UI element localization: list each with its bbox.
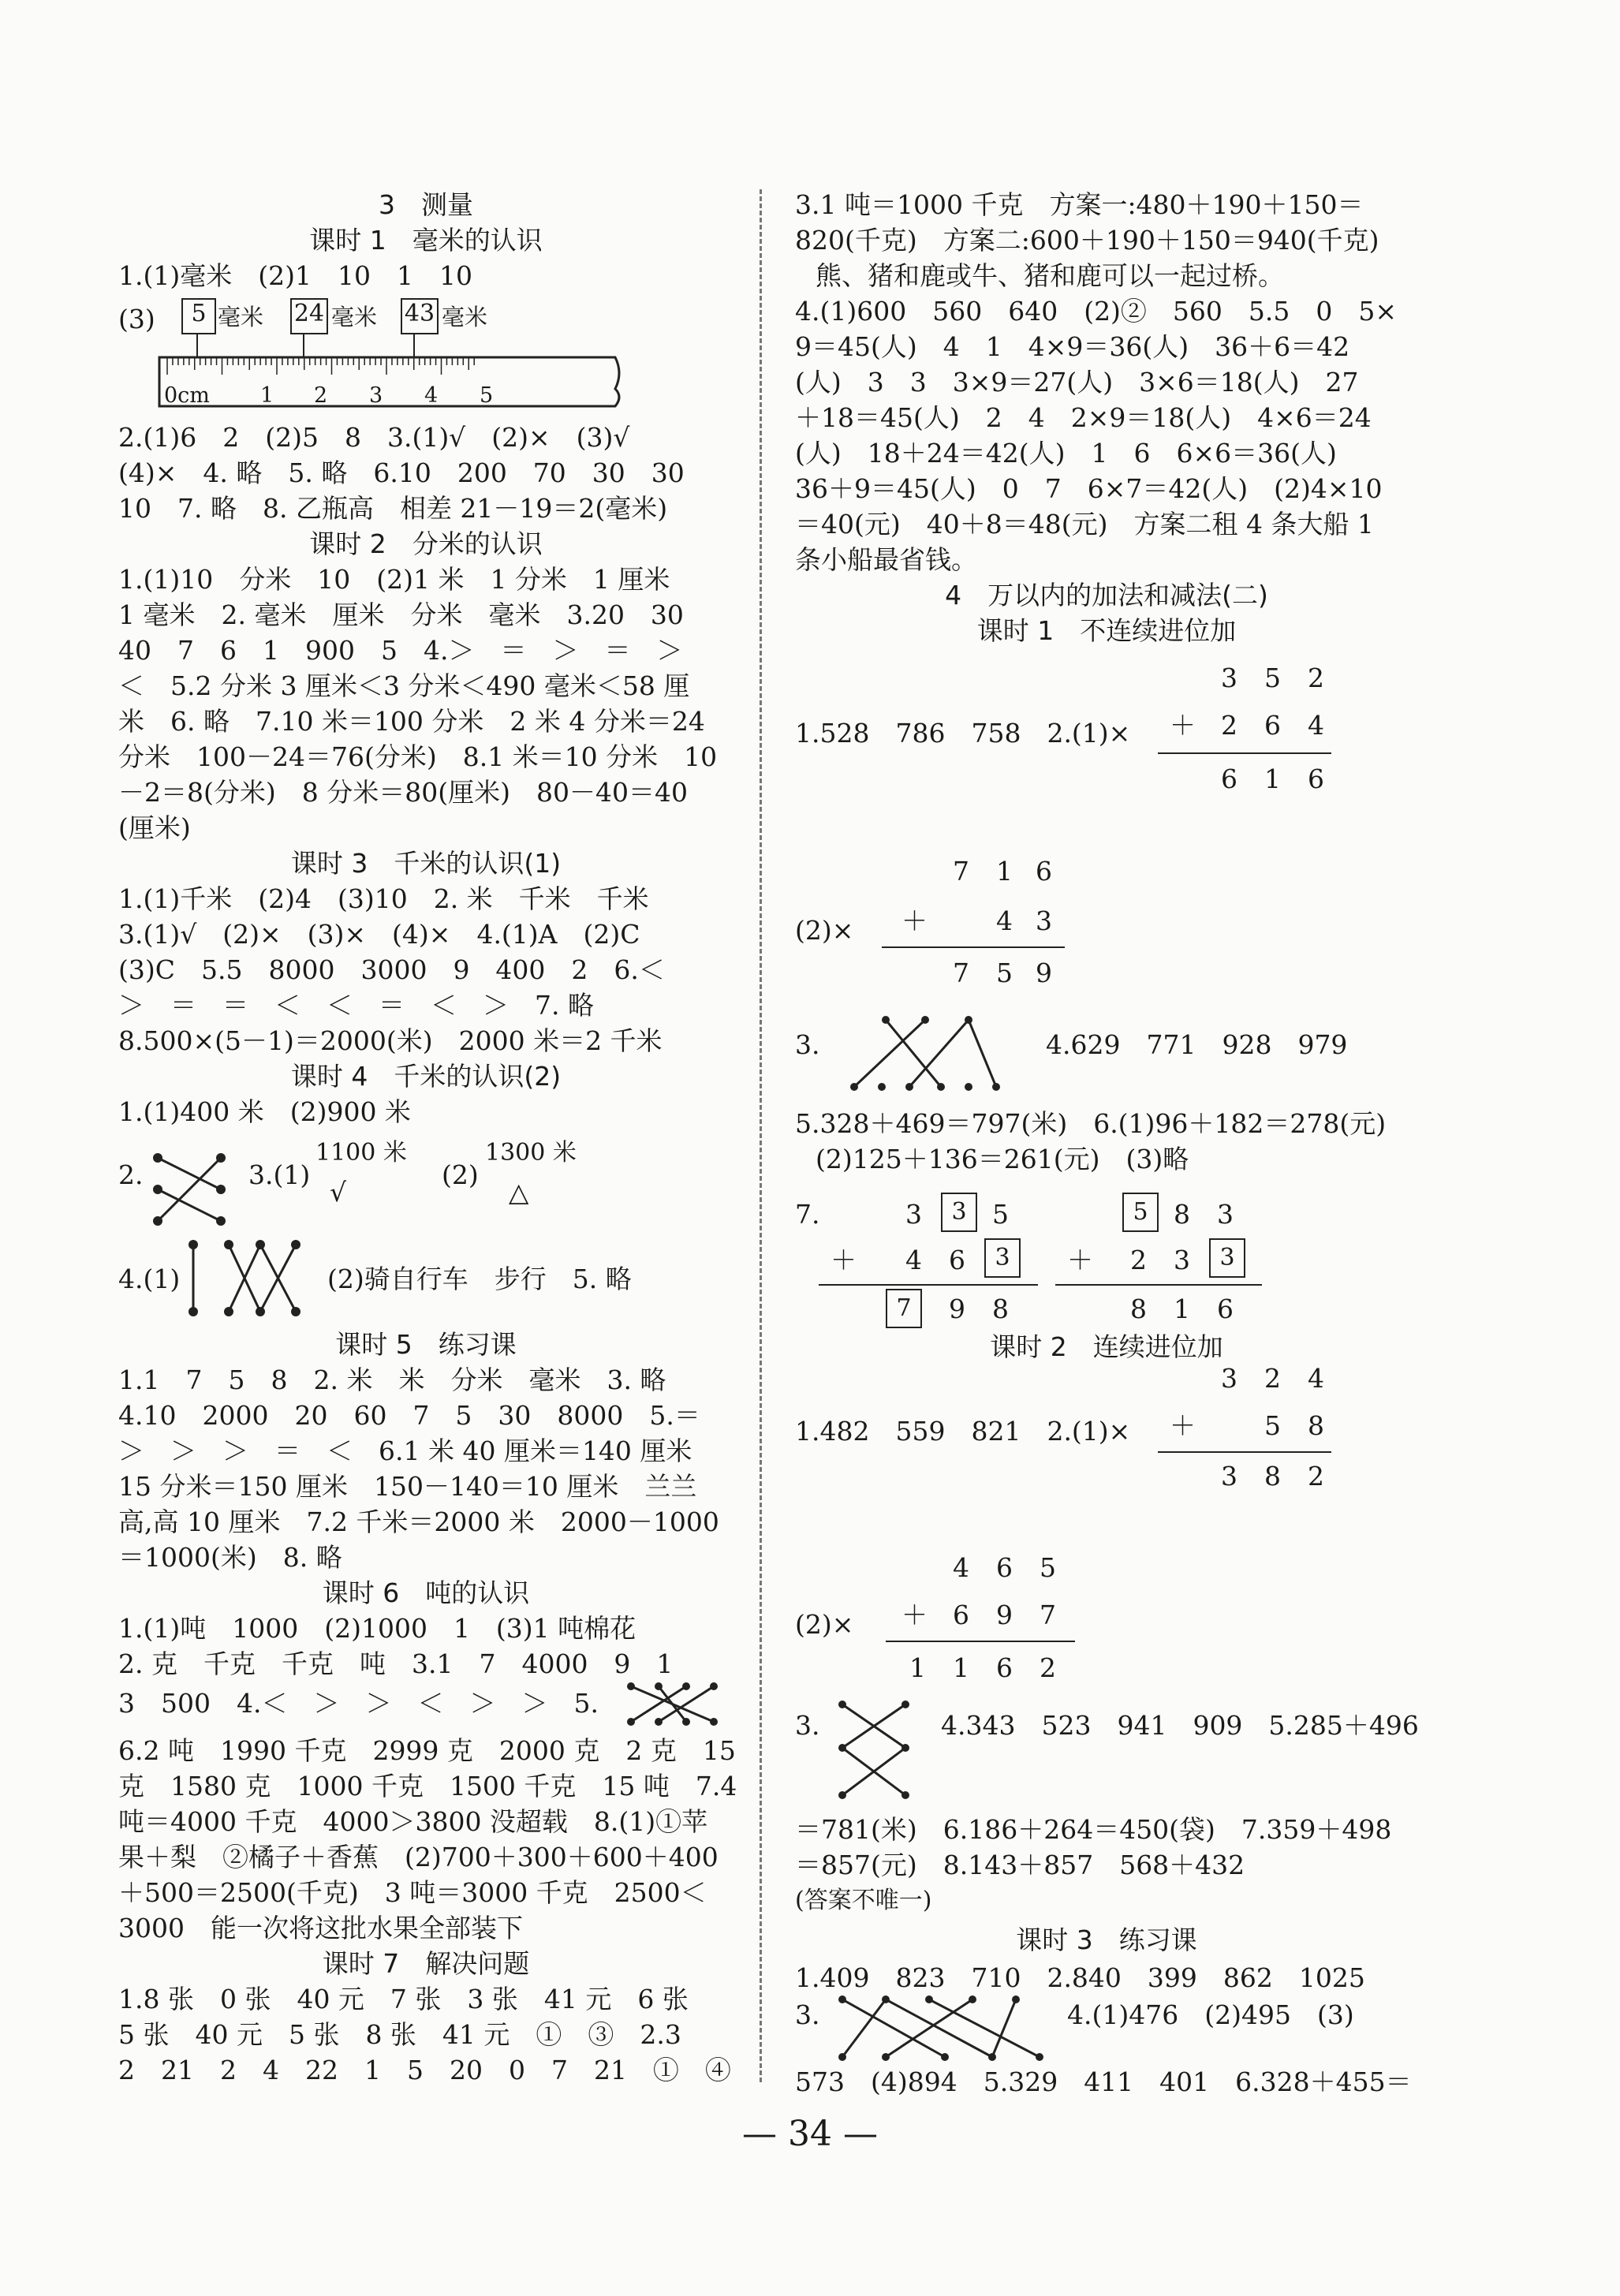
page-number: — 34 — bbox=[742, 2114, 878, 2154]
digit: 3 bbox=[905, 1199, 922, 1230]
sum-line bbox=[1158, 752, 1331, 754]
answer-line: 3.(1)√ (2)× (3)× (4)× 4.(1)A (2)C bbox=[118, 919, 640, 950]
digit: 1 bbox=[996, 856, 1013, 887]
answer-line: 米 6. 略 7.10 米＝100 分米 2 米 4 分米＝24 bbox=[118, 706, 705, 737]
answer-line: 1.(1)毫米 (2)1 10 1 10 bbox=[118, 260, 472, 291]
digit: 8 bbox=[992, 1294, 1009, 1324]
ruler-box-3: 43 bbox=[401, 298, 439, 334]
digit: 8 bbox=[1308, 1410, 1324, 1441]
digit: 5 bbox=[1264, 1410, 1281, 1441]
answer-line: 1.8 张 0 张 40 元 7 张 3 张 41 元 6 张 bbox=[118, 1984, 689, 2014]
answer-line: (4)× 4. 略 5. 略 6.10 200 70 30 30 bbox=[118, 457, 685, 488]
answer-line: 40 7 6 1 900 5 4.＞ ＝ ＞ ＝ ＞ bbox=[118, 635, 683, 666]
answer-line: 9＝45(人) 4 1 4×9＝36(人) 36＋6＝42 bbox=[795, 331, 1350, 362]
digit: 8 bbox=[1130, 1294, 1147, 1324]
answer-line: 果＋梨 ②橘子＋香蕉 (2)700＋300＋600＋400 bbox=[118, 1842, 719, 1872]
digit: 5 bbox=[992, 1199, 1009, 1230]
digit: 4 bbox=[1308, 1363, 1324, 1394]
answer-line: 6.2 吨 1990 千克 2999 克 2000 克 2 克 15 bbox=[118, 1735, 736, 1766]
answer-line: ＞ ＞ ＞ ＝ ＜ 6.1 米 40 厘米＝140 厘米 bbox=[118, 1435, 692, 1466]
lesson-7-title: 课时 7 解决问题 bbox=[322, 1948, 530, 1979]
digit: 2 bbox=[1264, 1363, 1281, 1394]
answer-line: 2. 克 千克 千克 吨 3.1 7 4000 9 1 bbox=[118, 1648, 674, 1679]
answer-line: (2)× bbox=[795, 915, 854, 946]
answer-line: 克 1580 克 1000 千克 1500 千克 15 吨 7.4 bbox=[118, 1771, 737, 1801]
digit: 2 bbox=[1130, 1245, 1147, 1275]
answer-line: ＝40(元) 40＋8＝48(元) 方案二租 4 条大船 1 bbox=[795, 509, 1374, 539]
digit: 9 bbox=[1036, 958, 1052, 988]
answer-line: 3000 能一次将这批水果全部装下 bbox=[118, 1913, 523, 1943]
triangle-mark: △ bbox=[509, 1177, 529, 1208]
lesson-3-title: 课时 3 千米的认识(1) bbox=[290, 848, 562, 879]
digit: 6 bbox=[996, 1652, 1013, 1683]
answer-line: 1.(1)吨 1000 (2)1000 1 (3)1 吨棉花 bbox=[118, 1613, 636, 1644]
lesson-5-title: 课时 5 练习课 bbox=[335, 1329, 517, 1360]
answer-line: 573 (4)894 5.329 411 401 6.328＋455＝ bbox=[795, 2066, 1412, 2097]
digit: 2 bbox=[1221, 710, 1237, 741]
answer-line: 4.(1)600 560 640 (2)② 560 5.5 0 5× bbox=[795, 296, 1398, 327]
lesson-1-title: 课时 1 毫米的认识 bbox=[309, 225, 543, 256]
digit: 4 bbox=[1308, 710, 1324, 741]
unit-3-title: 3 测量 bbox=[379, 189, 473, 220]
digit: 9 bbox=[996, 1600, 1013, 1630]
matching-lines-q5 bbox=[623, 1674, 726, 1738]
question-number: 2. bbox=[118, 1159, 144, 1190]
answer-line: 吨＝4000 千克 4000＞3800 没超载 8.(1)①苹 bbox=[118, 1806, 708, 1837]
question-number: 3. bbox=[795, 1710, 820, 1741]
answer-line: ＝857(元) 8.143＋857 568＋432 bbox=[795, 1850, 1245, 1880]
digit: 3 bbox=[1221, 663, 1237, 693]
answer-line: 1.(1)千米 (2)4 (3)10 2. 米 千米 千米 bbox=[118, 883, 649, 914]
question-number: 4.(1) bbox=[118, 1264, 181, 1294]
question-number: 3.(1) bbox=[248, 1159, 311, 1190]
question-number: 3. bbox=[795, 1029, 820, 1060]
sum-line bbox=[1158, 1451, 1331, 1453]
answer-line: ＋18＝45(人) 2 4 2×9＝18(人) 4×6＝24 bbox=[795, 402, 1372, 433]
check-mark: √ bbox=[330, 1177, 347, 1208]
answer-line: 1.482 559 821 2.(1)× bbox=[795, 1416, 1131, 1447]
digit: 6 bbox=[1221, 763, 1237, 794]
answer-line: (人) 3 3 3×9＝27(人) 3×6＝18(人) 27 bbox=[795, 367, 1359, 398]
digit: 2 bbox=[1308, 663, 1324, 693]
r-lesson-1-title: 课时 1 不连续进位加 bbox=[976, 615, 1237, 646]
answer-line: 条小船最省钱。 bbox=[795, 544, 977, 575]
answer-line: －2＝8(分米) 8 分米＝80(厘米) 80－40＝40 bbox=[118, 777, 688, 808]
ruler-box-2: 24 bbox=[290, 298, 328, 334]
answer-line: 高,高 10 厘米 7.2 千米＝2000 米 2000－1000 bbox=[118, 1506, 719, 1537]
matching-lines-l2-q3 bbox=[831, 1693, 917, 1819]
ruler-label: 1 bbox=[260, 383, 274, 408]
digit: 8 bbox=[1264, 1461, 1281, 1491]
digit: 6 bbox=[949, 1245, 965, 1275]
answer-line: 15 分米＝150 厘米 150－140＝10 厘米 兰兰 bbox=[118, 1471, 697, 1502]
answer-line: 4.(1)476 (2)495 (3) bbox=[1067, 1999, 1354, 2030]
answer-line: 4.629 771 928 979 bbox=[1046, 1029, 1348, 1060]
answer-note: (答案不唯一) bbox=[795, 1887, 932, 1914]
matching-lines-l3-q3 bbox=[827, 1990, 1055, 2065]
ruler-box-1: 5 bbox=[181, 298, 216, 334]
question-part: (2) bbox=[442, 1159, 479, 1190]
digit: 3 bbox=[1174, 1245, 1190, 1275]
digit: 3 bbox=[1221, 1461, 1237, 1491]
digit-box: 3 bbox=[941, 1193, 977, 1232]
column-divider bbox=[760, 189, 762, 2082]
answer-line: 5.328＋469＝797(米) 6.(1)96＋182＝278(元) bbox=[795, 1108, 1387, 1139]
answer-line: 1.409 823 710 2.840 399 862 1025 bbox=[795, 1962, 1365, 1993]
digit: 1 bbox=[1174, 1294, 1190, 1324]
digit: 4 bbox=[953, 1552, 969, 1583]
matching-lines-l1-q3 bbox=[838, 1008, 1020, 1095]
answer-value: 1100 米 bbox=[315, 1139, 407, 1167]
answer-line: 820(千克) 方案二:600＋190＋150＝940(千克) bbox=[795, 225, 1379, 256]
sum-line bbox=[882, 946, 1065, 948]
sum-line bbox=[819, 1284, 1038, 1286]
digit: 6 bbox=[1217, 1294, 1234, 1324]
plus-sign: ＋ bbox=[1170, 1410, 1196, 1441]
digit: 6 bbox=[1264, 710, 1281, 741]
answer-line: 2.(1)6 2 (2)5 8 3.(1)√ (2)× (3)√ bbox=[118, 422, 630, 453]
answer-line: (3) bbox=[118, 304, 155, 334]
digit: 3 bbox=[1217, 1199, 1234, 1230]
answer-line: (3)C 5.5 8000 3000 9 400 2 6.＜ bbox=[118, 954, 665, 985]
digit: 4 bbox=[996, 905, 1013, 936]
unit-4-title: 4 万以内的加法和减法(二) bbox=[945, 580, 1268, 610]
plus-sign: ＋ bbox=[901, 1600, 928, 1630]
digit: 5 bbox=[996, 958, 1013, 988]
answer-line: 分米 100－24＝76(分米) 8.1 米＝10 分米 10 bbox=[118, 741, 718, 772]
digit: 2 bbox=[1040, 1652, 1056, 1683]
digit: 1 bbox=[953, 1652, 969, 1683]
answer-line: ＜ 5.2 分米 3 厘米＜3 分米＜490 毫米＜58 厘 bbox=[118, 670, 690, 701]
sum-line bbox=[886, 1641, 1075, 1642]
answer-line: 10 7. 略 8. 乙瓶高 相差 21－19＝2(毫米) bbox=[118, 493, 668, 524]
digit: 6 bbox=[996, 1552, 1013, 1583]
digit: 2 bbox=[1308, 1461, 1324, 1491]
plus-sign: ＋ bbox=[831, 1245, 857, 1275]
answer-line: 4.10 2000 20 60 7 5 30 8000 5.＝ bbox=[118, 1400, 700, 1431]
matching-lines-q2 bbox=[150, 1142, 237, 1229]
digit: 7 bbox=[953, 958, 969, 988]
lesson-2-title: 课时 2 分米的认识 bbox=[309, 528, 543, 559]
ruler-label: 2 bbox=[314, 383, 328, 408]
digit: 6 bbox=[953, 1600, 969, 1630]
answer-line: (人) 18＋24＝42(人) 1 6 6×6＝36(人) bbox=[795, 438, 1337, 469]
ruler-label: 4 bbox=[424, 383, 439, 408]
answer-line: 熊、猪和鹿或牛、猪和鹿可以一起过桥。 bbox=[816, 260, 1284, 291]
digit: 3 bbox=[1036, 905, 1052, 936]
answer-line: 1.528 786 758 2.(1)× bbox=[795, 718, 1131, 749]
digit: 6 bbox=[1308, 763, 1324, 794]
answer-line: 5 张 40 元 5 张 8 张 41 元 ① ③ 2.3 bbox=[118, 2019, 681, 2050]
digit: 6 bbox=[1036, 856, 1052, 887]
ruler-unit-3: 毫米 bbox=[442, 304, 488, 330]
digit-box: 3 bbox=[1209, 1238, 1245, 1278]
ruler-unit-2: 毫米 bbox=[331, 304, 378, 330]
question-number: 3. bbox=[795, 1999, 820, 2030]
digit: 7 bbox=[1040, 1600, 1056, 1630]
answer-line: 1.1 7 5 8 2. 米 米 分米 毫米 3. 略 bbox=[118, 1365, 666, 1395]
digit: 5 bbox=[1264, 663, 1281, 693]
answer-line: ＝1000(米) 8. 略 bbox=[118, 1542, 342, 1573]
ruler-unit-1: 毫米 bbox=[218, 304, 264, 330]
answer-line: 36＋9＝45(人) 0 7 6×7＝42(人) (2)4×10 bbox=[795, 473, 1383, 504]
digit: 3 bbox=[1221, 1363, 1237, 1394]
digit: 8 bbox=[1174, 1199, 1190, 1230]
lesson-6-title: 课时 6 吨的认识 bbox=[322, 1577, 530, 1608]
answer-line: ＝781(米) 6.186＋264＝450(袋) 7.359＋498 bbox=[795, 1814, 1392, 1845]
lesson-4-title: 课时 4 千米的认识(2) bbox=[290, 1061, 562, 1092]
digit: 1 bbox=[909, 1652, 926, 1683]
question-number: 7. bbox=[795, 1199, 820, 1230]
answer-line: (2)× bbox=[795, 1609, 854, 1640]
digit-box: 5 bbox=[1122, 1193, 1159, 1232]
answer-line: 1.(1)10 分米 10 (2)1 米 1 分米 1 厘米 bbox=[118, 564, 670, 595]
digit: 7 bbox=[953, 856, 969, 887]
answer-line: 3.1 吨＝1000 千克 方案一:480＋190＋150＝ bbox=[795, 189, 1364, 220]
digit: 5 bbox=[1040, 1552, 1056, 1583]
answer-line: (2)125＋136＝261(元) (3)略 bbox=[816, 1144, 1189, 1174]
matching-lines-q4 bbox=[185, 1233, 319, 1320]
r-lesson-2-title: 课时 2 连续进位加 bbox=[990, 1331, 1223, 1362]
answer-line: (厘米) bbox=[118, 812, 191, 843]
ruler-diagram bbox=[158, 334, 639, 413]
answer-line: 2 21 2 4 22 1 5 20 0 7 21 ① ④ bbox=[118, 2055, 731, 2085]
digit-box: 3 bbox=[984, 1238, 1021, 1278]
answer-line: (2)骑自行车 步行 5. 略 bbox=[327, 1264, 632, 1294]
digit: 9 bbox=[949, 1294, 965, 1324]
ruler-label: 3 bbox=[369, 383, 383, 408]
answer-line: ＞ ＝ ＝ ＜ ＜ ＝ ＜ ＞ 7. 略 bbox=[118, 990, 594, 1021]
answer-line: 4.343 523 941 909 5.285＋496 bbox=[941, 1710, 1419, 1741]
digit-box: 7 bbox=[886, 1289, 922, 1328]
digit: 4 bbox=[905, 1245, 922, 1275]
answer-line: 3 500 4.＜ ＞ ＞ ＜ ＞ ＞ 5. bbox=[118, 1688, 599, 1719]
r-lesson-3-title: 课时 3 练习课 bbox=[1016, 1925, 1197, 1955]
ruler-label: 0cm bbox=[164, 383, 210, 408]
plus-sign: ＋ bbox=[1170, 710, 1196, 741]
digit: 1 bbox=[1264, 763, 1281, 794]
answer-line: 1 毫米 2. 毫米 厘米 分米 毫米 3.20 30 bbox=[118, 599, 684, 630]
plus-sign: ＋ bbox=[1067, 1245, 1093, 1275]
answer-value: 1300 米 bbox=[485, 1139, 577, 1167]
plus-sign: ＋ bbox=[901, 905, 928, 936]
answer-line: 8.500×(5－1)＝2000(米) 2000 米＝2 千米 bbox=[118, 1025, 663, 1056]
ruler-label: 5 bbox=[480, 383, 494, 408]
answer-line: ＋500＝2500(千克) 3 吨＝3000 千克 2500＜ bbox=[118, 1877, 707, 1908]
answer-line: 1.(1)400 米 (2)900 米 bbox=[118, 1096, 411, 1127]
sum-line bbox=[1055, 1284, 1262, 1286]
